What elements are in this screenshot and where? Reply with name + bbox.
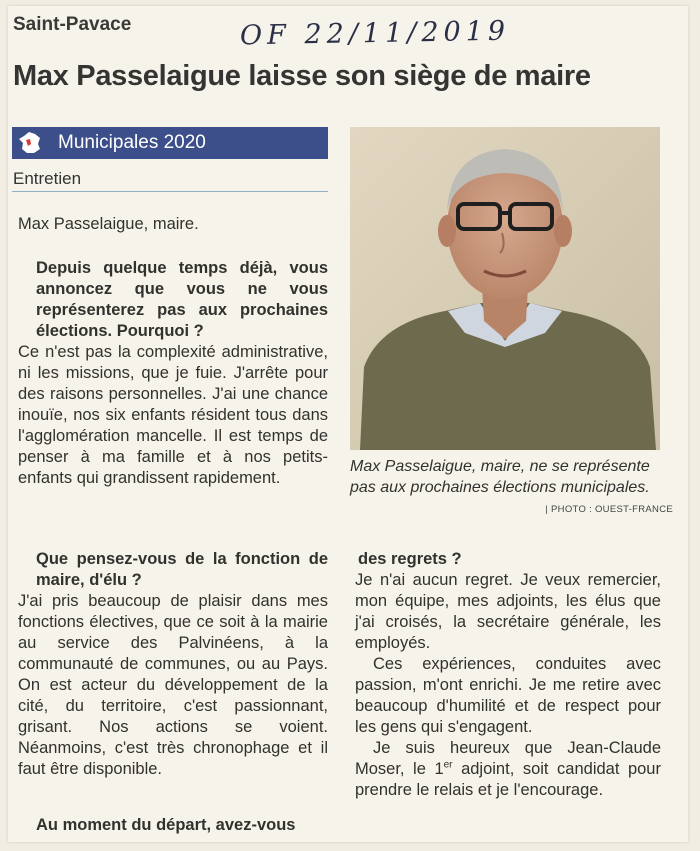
rubric-label: Municipales 2020 — [58, 132, 206, 153]
answer-2: J'ai pris beaucoup de plaisir dans mes fonctions électives, que ce soit à la mairie au service des Palvinéens, à la communauté de communes, ou au Pays. On est acteur du développement de la cité, du territoire, c'est passionnant, grisant. Nos actions se voient. Néanmoins, c'est très chronophage et il faut être disponible. — [18, 592, 328, 778]
section-name: Saint-Pavace — [13, 14, 132, 35]
answer-3-paragraph-2: Ces expériences, conduites avec passion, m'ont enrichi. Je me retire avec beaucoup d'humilité et de respect pour les gens qui s'engagent. — [355, 655, 661, 736]
photo-credit: | PHOTO : OUEST-FRANCE — [545, 504, 673, 515]
answer-1: Ce n'est pas la complexité administrative, ni les missions, que je fuie. J'arrête pour des raisons personnelles. J'ai une chance inouïe, nos six enfants résident tous dans l'agglomération mancelle. Il est temps de penser à ma famille et à nos petits-enfants qui grandissent rapidement. — [18, 343, 328, 487]
question-2: Que pensez-vous de la fonction de maire, d'élu ? — [36, 550, 328, 589]
france-map-icon — [12, 127, 50, 159]
question-3-start: Au moment du départ, avez-vous — [36, 816, 296, 834]
question-1: Depuis quelque temps déjà, vous annoncez que vous ne vous représenterez pas aux prochaines élections. Pourquoi ? — [36, 259, 328, 340]
intro: Max Passelaigue, maire. — [18, 215, 199, 233]
subhead: Entretien — [13, 169, 82, 188]
answer-3-paragraph-1: Je n'ai aucun regret. Je veux remercier, mon équipe, mes adjoints, les élus que j'ai croisés, la secrétaire générale, les employés. — [355, 571, 661, 652]
answer-3-paragraph-3: Je suis heureux que Jean-Claude Moser, le 1er adjoint, soit candidat pour prendre le relais et je l'encourage. — [355, 739, 661, 799]
question-3-end: des regrets ? — [358, 550, 462, 568]
rubric-banner — [12, 127, 328, 159]
subhead-rule — [12, 191, 328, 192]
handwritten-date: OF 22/11/2019 — [239, 15, 511, 52]
headline: Max Passelaigue laisse son siège de maire — [13, 60, 591, 92]
photo-caption: Max Passelaigue, maire, ne se représente pas aux prochaines élections municipales. — [350, 458, 650, 496]
portrait-photo — [350, 127, 660, 450]
